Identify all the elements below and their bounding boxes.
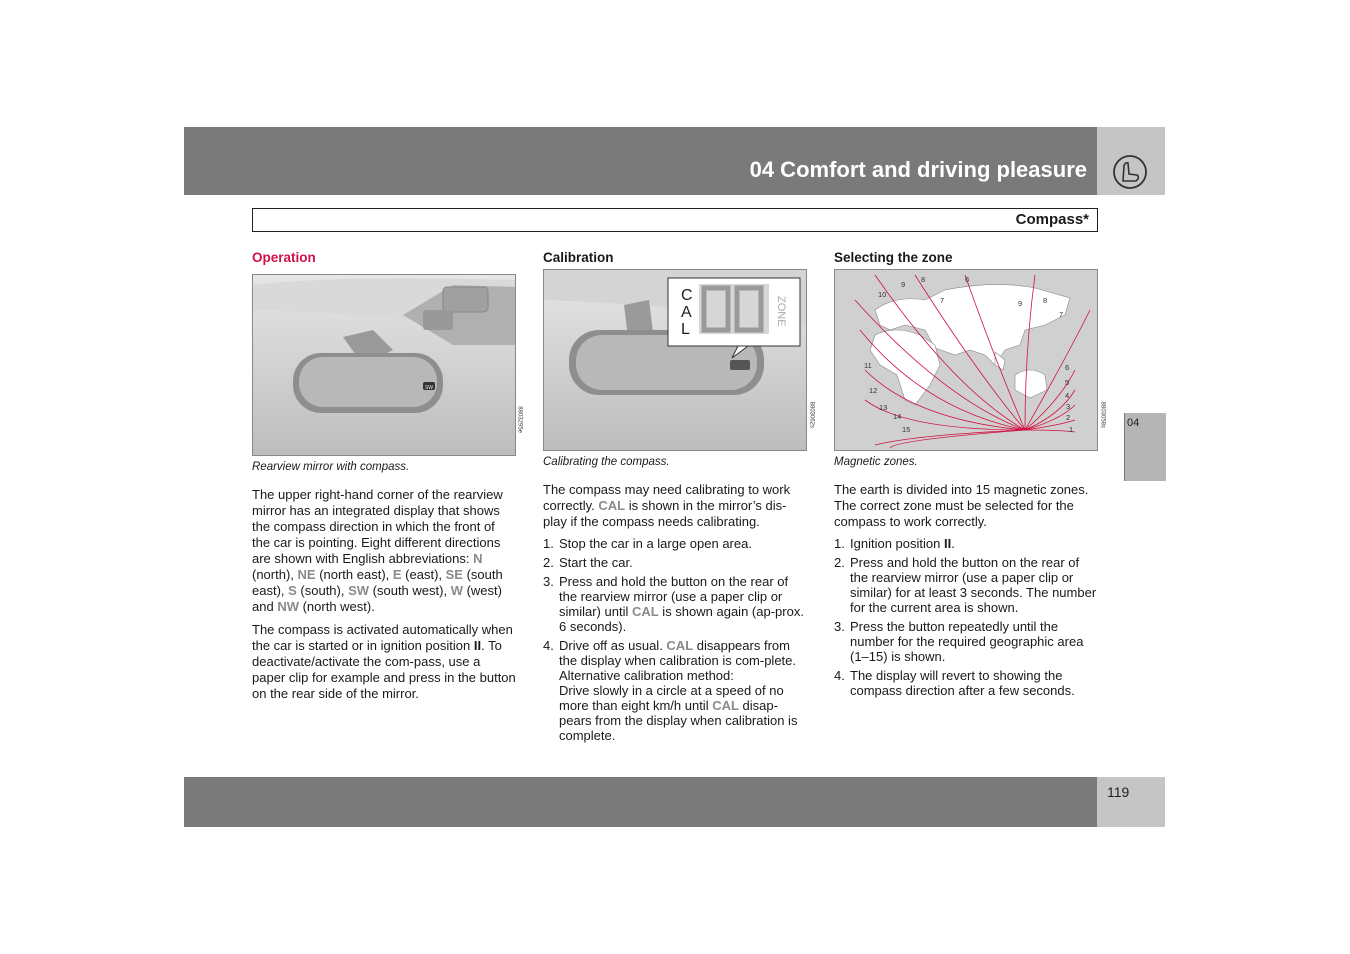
section-box [252, 208, 1098, 232]
list-item: 3. Press and hold the button on the rear of the rearview mirror (use a paper clip or similar) until CAL is shown again (ap-prox. 6 seconds). [543, 574, 804, 634]
zone-label: 13 [879, 403, 888, 412]
zone-label: 5 [1065, 378, 1070, 387]
figure-code: 8803062s [808, 401, 814, 428]
zone-label: 8 [1043, 296, 1048, 305]
zone-label: 8 [921, 275, 926, 284]
heading-zone: Selecting the zone [834, 250, 953, 265]
zone-label: 6 [965, 275, 970, 284]
list-item: 4. Drive off as usual. CAL disappears from the display when calibration is com-plete. Alternative calibration method: Drive slowly in a circle at a speed of no more than eight km/h until CAL disap-pears from the display when calibration is complete. [543, 638, 798, 743]
seat-icon [1108, 154, 1152, 190]
paragraph-directions: The upper right-hand corner of the rearview mirror has an integrated display that shows the compass direction in which the front of the car is pointing. Eight different directions are shown with English abbreviations: N (north), NE (north east), E (east), SE (south east), S (south), SW (south west), W (west) and NW (north west). [252, 487, 503, 614]
list-item: 4. The display will revert to showing the compass direction after a few seconds. [834, 668, 1075, 698]
section-title: Compass* [1015, 211, 1089, 228]
column-operation [252, 248, 523, 702]
zone-label: 14 [893, 412, 902, 421]
heading-operation: Operation [252, 250, 316, 265]
zone-label: 9 [1018, 299, 1023, 308]
display-letter-l: L [681, 321, 690, 338]
paragraph-activation: The compass is activated automatically when the car is started or in ignition position II. To deactivate/activate the com-pass, use a paper clip for example and press in the button on the rear side of the mirror. [252, 622, 516, 701]
column-calibration [543, 248, 814, 747]
chapter-side-tab-label: 04 [1127, 417, 1140, 429]
chapter-icon-box [1097, 127, 1165, 195]
list-item: 1. Ignition position II. [834, 536, 955, 551]
paragraph-calibration-intro: The compass may need calibrating to work correctly. CAL is shown in the mirror’s dis-play if the compass needs calibrating. [543, 482, 791, 529]
zone-label: 7 [940, 296, 945, 305]
zone-label: 6 [1065, 363, 1070, 372]
zone-label: 15 [902, 425, 911, 434]
list-item: 1. Stop the car in a large open area. [543, 536, 752, 551]
chapter-side-tab [1124, 413, 1166, 481]
zone-label: 3 [1066, 402, 1071, 411]
figure-code: 8803295e [517, 406, 523, 433]
heading-calibration: Calibration [543, 250, 614, 265]
zone-label: 1 [1069, 425, 1074, 434]
calibration-illustration [543, 269, 814, 451]
zone-label: 2 [1066, 413, 1071, 422]
chapter-header [184, 127, 1097, 195]
figure-caption: Calibrating the compass. [543, 456, 670, 468]
zone-label: 7 [1059, 310, 1064, 319]
footer-bar [184, 777, 1097, 827]
figure-code: 8803058s [1099, 401, 1105, 428]
zone-label: 12 [869, 386, 878, 395]
chapter-title: 04 Comfort and driving pleasure [749, 157, 1087, 182]
figure-caption: Rearview mirror with compass. [252, 461, 410, 473]
zone-label: 11 [864, 361, 872, 370]
calibration-steps [543, 536, 807, 743]
magnetic-zones-map [834, 269, 1105, 451]
zone-label: 10 [878, 290, 887, 299]
list-item: 2. Press and hold the button on the rear of the rearview mirror (use a paper clip or similar) for at least 3 seconds. The number for the current area is shown. [834, 555, 1097, 615]
page-number-box [1097, 777, 1165, 827]
paragraph-zones-intro: The earth is divided into 15 magnetic zones. The correct zone must be selected for the compass to work correctly. [834, 482, 1089, 529]
list-item: 3. Press the button repeatedly until the number for the required geographic area (1–15) is shown. [834, 619, 1084, 664]
mirror-compass-readout: SW [424, 385, 434, 391]
display-letter-a: A [681, 304, 692, 321]
figure-caption: Magnetic zones. [834, 456, 918, 468]
list-item: 2. Start the car. [543, 555, 633, 570]
zone-label: 4 [1065, 391, 1070, 400]
column-zone [834, 248, 1105, 702]
display-letter-c: C [681, 287, 693, 304]
calibration-drawing [544, 270, 806, 450]
zone-map-drawing [835, 270, 1097, 450]
mirror-illustration [252, 274, 523, 456]
zone-label: 9 [901, 280, 906, 289]
zone-steps [834, 536, 1098, 698]
rearview-mirror-drawing [253, 275, 515, 455]
page-number: 119 [1107, 784, 1130, 800]
display-zone-label: ZONE [775, 296, 787, 327]
